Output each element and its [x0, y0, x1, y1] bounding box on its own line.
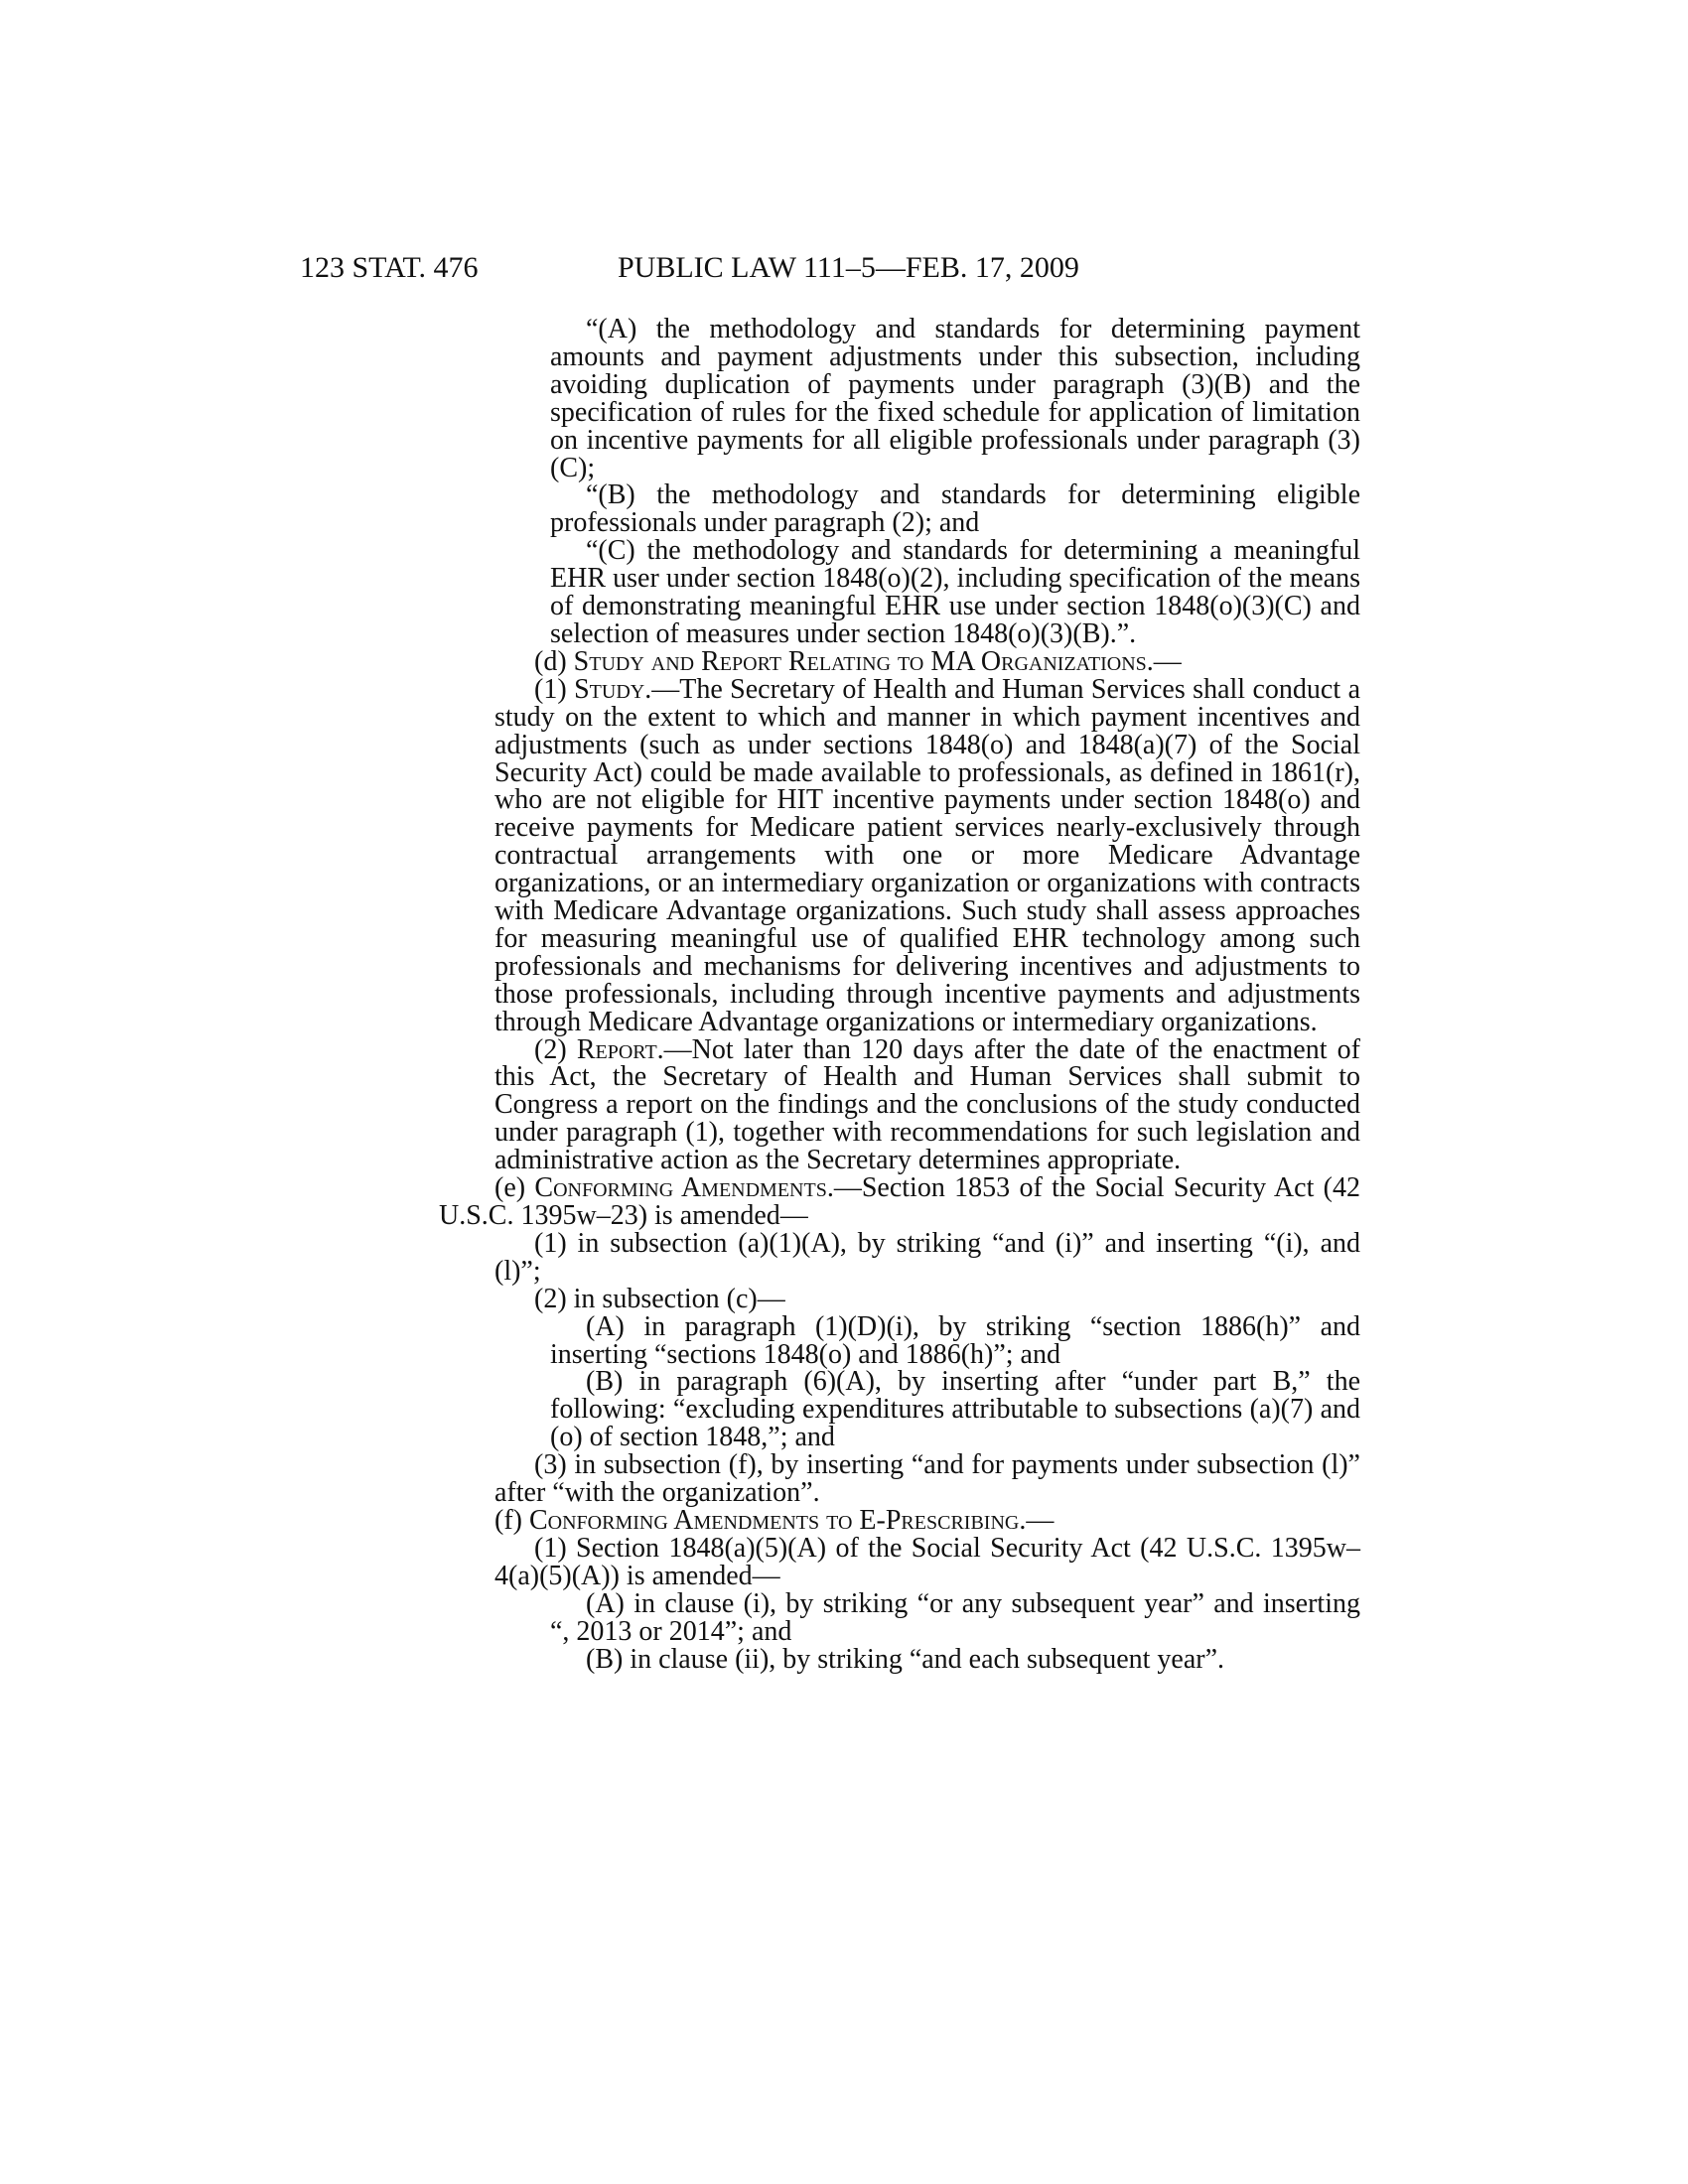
subsection-f-1-a: (A) in clause (i), by striking “or any subsequent year” and inserting “, 2013 or 2014”; and — [550, 1587, 1360, 1647]
subsection-f-1-b: (B) in clause (ii), by striking “and each subsequent year”. — [586, 1643, 1225, 1675]
subsection-f-1: (1) Section 1848(a)(5)(A) of the Social Security Act (42 U.S.C. 1395w–4(a)(5)(A)) is amended— — [494, 1532, 1360, 1591]
paragraph-b: “(B) the methodology and standards for determining eligible professionals under paragraph (2); and — [550, 479, 1360, 539]
subsection-d-heading: (d) Study and Report Relating to MA Organizations.— — [534, 645, 1182, 677]
paragraph-c: “(C) the methodology and standards for determining a meaningful EHR user under section 1848(o)(2), including specification of the means of demonstrating meaningful EHR use under section 1848(o)(3)(C) and selection of measures under section 1848(o)(3)(B).”. — [550, 535, 1360, 649]
statute-page-number: 123 STAT. 476 — [300, 251, 479, 284]
subsection-e-2-b: (B) in paragraph (6)(A), by inserting after “under part B,” the following: “excluding expenditures attributable to subsections (a)(7) and (o) of section 1848,”; and — [550, 1366, 1360, 1453]
subsection-e-2-a: (A) in paragraph (1)(D)(i), by striking “section 1886(h)” and inserting “sections 1848(o) and 1886(h)”; and — [550, 1310, 1360, 1370]
page-body — [439, 314, 1360, 1675]
subsection-d-1: (1) Study.—The Secretary of Health and Human Services shall conduct a study on the extent to which and manner in which payment incentives and adjustments (such as under sections 1848(o) and 1848(a)(7) of the Social Security Act) could be made available to professionals, as defined in 1861(r), who are not eligible for HIT incentive payments under section 1848(o) and receive payments for Medicare patient services nearly-exclusively through contractual arrangements with one or more Medicare Advantage organizations, or an intermediary organization or organizations with contracts with Medicare Advantage organizations. Such study shall assess approaches for measuring meaningful use of qualified EHR technology among such professionals and mechanisms for delivering incentives and adjustments to those professionals, including through incentive payments and adjustments through Medicare Advantage organizations or intermediary organizations. — [494, 673, 1360, 1037]
page-header — [0, 250, 1688, 290]
subsection-e-3: (3) in subsection (f), by inserting “and for payments under subsection (l)” after “with the organization”. — [494, 1449, 1360, 1509]
running-head: PUBLIC LAW 111–5—FEB. 17, 2009 — [618, 251, 1079, 284]
subsection-e: (e) Conforming Amendments.—Section 1853 of the Social Security Act (42 U.S.C. 1395w–23) is amended— — [439, 1172, 1360, 1231]
subsection-e-2: (2) in subsection (c)— — [534, 1283, 785, 1314]
subsection-d-2: (2) Report.—Not later than 120 days after the date of the enactment of this Act, the Secretary of Health and Human Services shall submit to Congress a report on the findings and the conclusions of the study conducted under paragraph (1), together with recommendations for such legislation and administrative action as the Secretary determines appropriate. — [494, 1033, 1360, 1176]
subsection-f-heading: (f) Conforming Amendments to E-Prescribing.— — [494, 1504, 1055, 1536]
subsection-e-1: (1) in subsection (a)(1)(A), by striking “and (i)” and inserting “(i), and (l)”; — [494, 1227, 1360, 1287]
paragraph-a: “(A) the methodology and standards for determining payment amounts and payment adjustments under this subsection, including avoiding duplication of payments under paragraph (3)(B) and the specification of rules for the fixed schedule for application of limitation on incentive payments for all eligible professionals under paragraph (3)(C); — [550, 314, 1360, 483]
